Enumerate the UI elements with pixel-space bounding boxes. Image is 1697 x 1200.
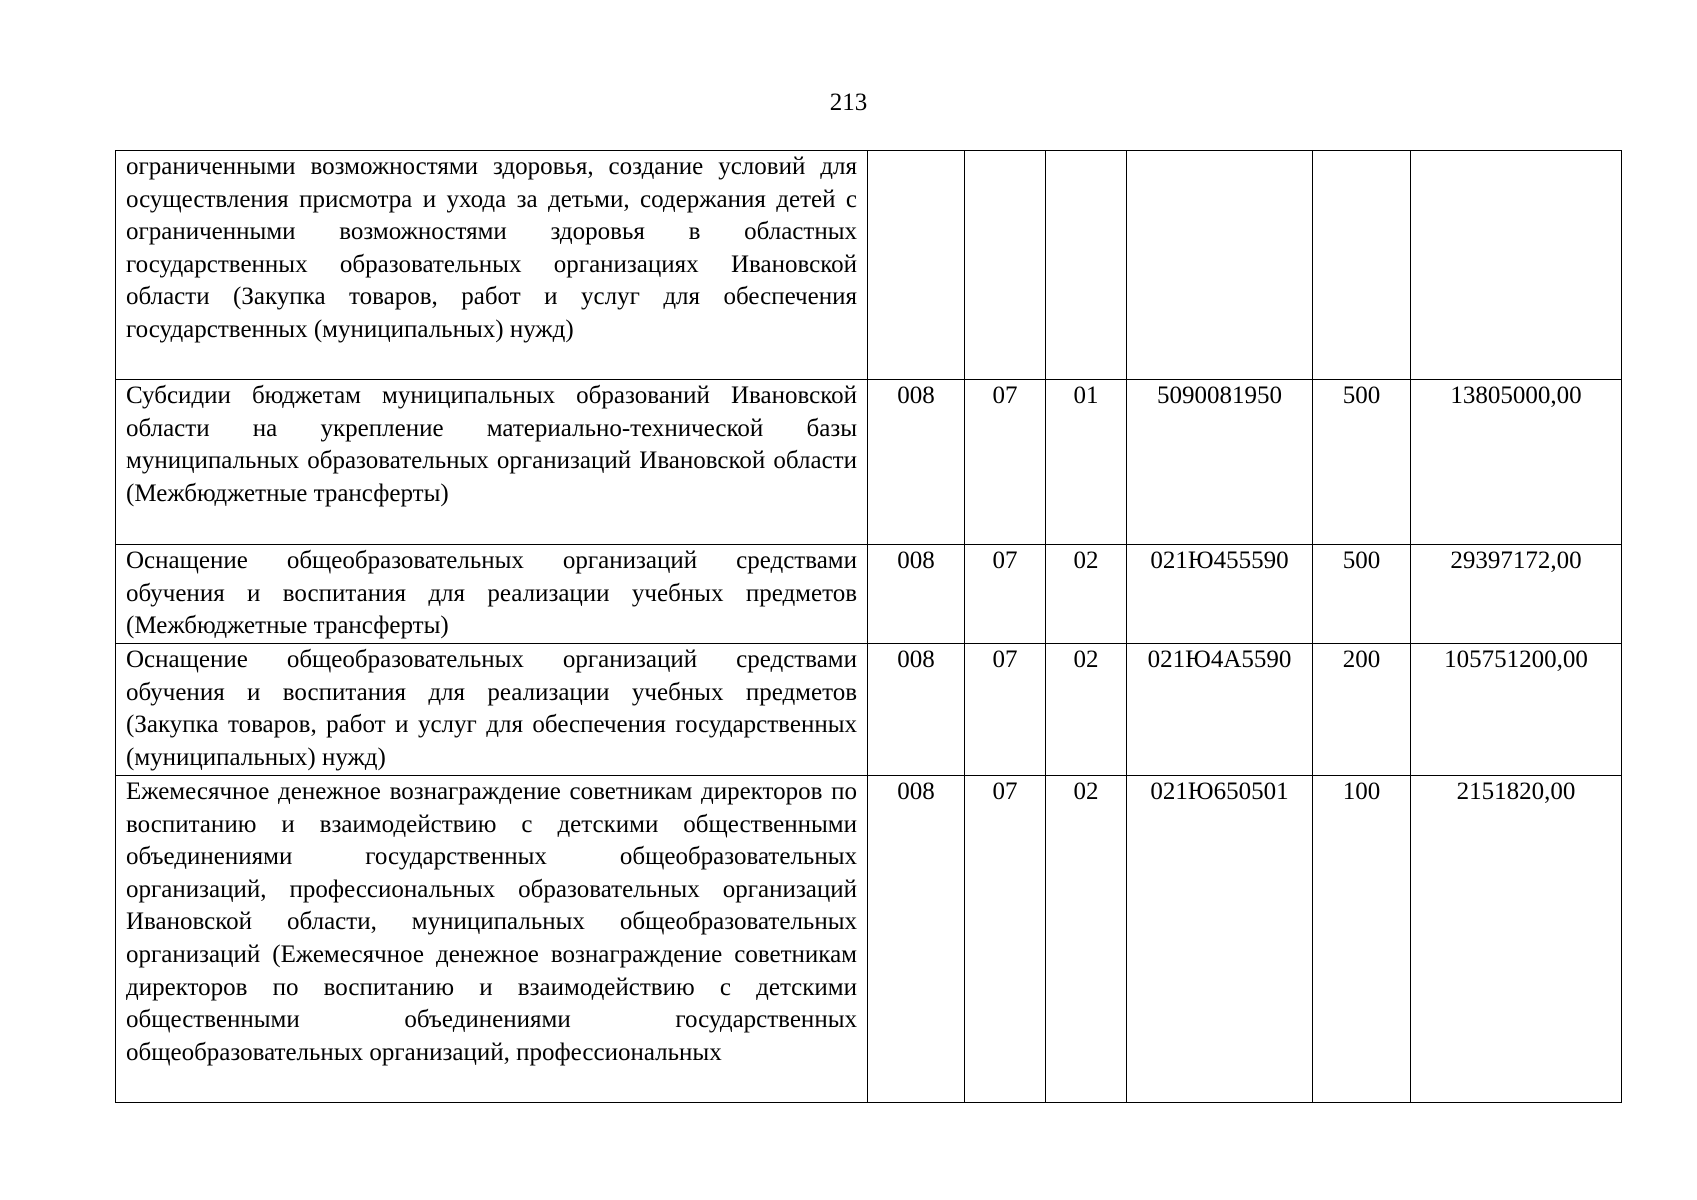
row-description: Субсидии бюджетам муниципальных образований Ивановской области на укрепление материально-технической базы муниципальных образовательных организаций Ивановской области (Межбюджетные трансферты) <box>116 380 868 545</box>
expense-type-code <box>1313 151 1411 380</box>
target-article-code: 021Ю650501 <box>1127 776 1313 1103</box>
ministry-code: 008 <box>868 380 965 545</box>
ministry-code: 008 <box>868 776 965 1103</box>
subsection-code: 01 <box>1046 380 1127 545</box>
expense-type-code: 200 <box>1313 644 1411 776</box>
subsection-code: 02 <box>1046 545 1127 644</box>
table-row <box>116 776 1622 1103</box>
amount: 105751200,00 <box>1411 644 1622 776</box>
section-code: 07 <box>965 644 1046 776</box>
section-code: 07 <box>965 545 1046 644</box>
expense-type-code: 100 <box>1313 776 1411 1103</box>
section-code <box>965 151 1046 380</box>
section-code: 07 <box>965 776 1046 1103</box>
row-description: Ежемесячное денежное вознаграждение советникам директоров по воспитанию и взаимодействию с детскими общественными объединениями государственных общеобразовательных организаций, профессиональных образовательных организаций Ивановской области, муниципальных общеобразовательных организаций (Ежемесячное денежное вознаграждение советникам директоров по воспитанию и взаимодействию с детскими общественными объединениями государственных общеобразовательных организаций, профессиональных <box>116 776 868 1103</box>
amount: 13805000,00 <box>1411 380 1622 545</box>
row-description: Оснащение общеобразовательных организаций средствами обучения и воспитания для реализации учебных предметов (Закупка товаров, работ и услуг для обеспечения государственных (муниципальных) нужд) <box>116 644 868 776</box>
target-article-code: 021Ю4А5590 <box>1127 644 1313 776</box>
page-number: 213 <box>829 89 868 116</box>
ministry-code: 008 <box>868 545 965 644</box>
amount <box>1411 151 1622 380</box>
expense-type-code: 500 <box>1313 545 1411 644</box>
subsection-code <box>1046 151 1127 380</box>
table-row <box>116 151 1622 380</box>
amount: 2151820,00 <box>1411 776 1622 1103</box>
target-article-code: 021Ю455590 <box>1127 545 1313 644</box>
ministry-code: 008 <box>868 644 965 776</box>
expense-type-code: 500 <box>1313 380 1411 545</box>
table-row <box>116 644 1622 776</box>
budget-table <box>115 150 1622 1103</box>
ministry-code <box>868 151 965 380</box>
row-description: Оснащение общеобразовательных организаций средствами обучения и воспитания для реализации учебных предметов (Межбюджетные трансферты) <box>116 545 868 644</box>
section-code: 07 <box>965 380 1046 545</box>
target-article-code <box>1127 151 1313 380</box>
row-description: ограниченными возможностями здоровья, создание условий для осуществления присмотра и ухода за детьми, содержания детей с ограниченными возможностями здоровья в областных государственных образовательных организациях Ивановской области (Закупка товаров, работ и услуг для обеспечения государственных (муниципальных) нужд) <box>116 151 868 380</box>
target-article-code: 5090081950 <box>1127 380 1313 545</box>
subsection-code: 02 <box>1046 776 1127 1103</box>
table-row <box>116 545 1622 644</box>
table-row <box>116 380 1622 545</box>
subsection-code: 02 <box>1046 644 1127 776</box>
amount: 29397172,00 <box>1411 545 1622 644</box>
